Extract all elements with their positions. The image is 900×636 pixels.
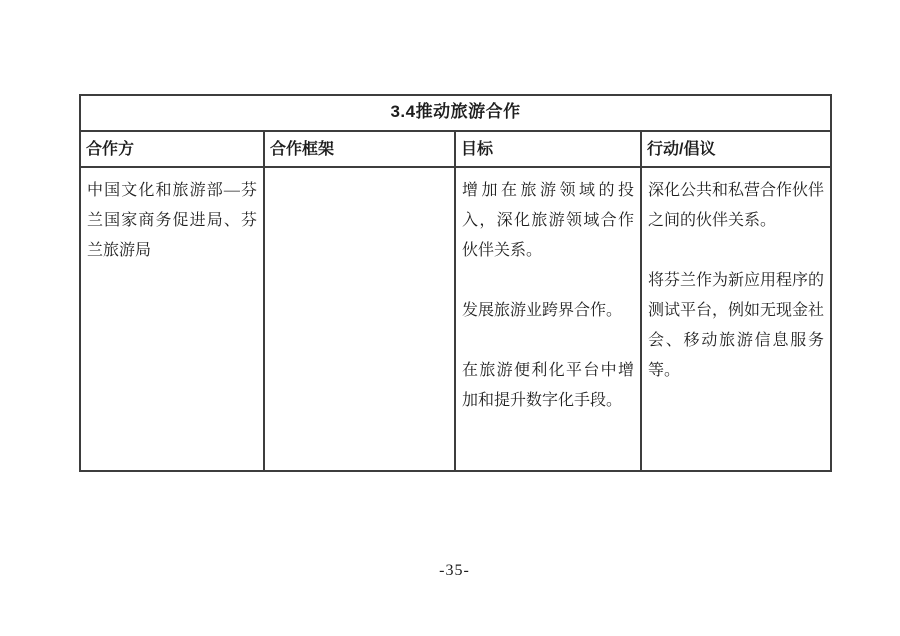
cell-actions — [641, 167, 831, 471]
partner-text: 中国文化和旅游部—芬兰国家商务促进局、芬兰旅游局 — [87, 182, 257, 259]
table-data-row — [80, 167, 831, 471]
column-header-actions: 行动/倡议 — [641, 131, 831, 167]
page-number: -35- — [439, 562, 470, 579]
cell-partner — [80, 167, 264, 471]
cell-goals — [455, 167, 641, 471]
table-title-row — [80, 95, 831, 131]
table-header-row — [80, 131, 831, 167]
goal-paragraph-3: 在旅游便利化平台中增加和提升数字化手段。 — [462, 362, 634, 409]
cell-framework — [264, 167, 455, 471]
action-paragraph-2: 将芬兰作为新应用程序的测试平台，例如无现金社会、移动旅游信息服务等。 — [648, 272, 825, 379]
tourism-cooperation-table — [79, 94, 832, 472]
column-header-framework: 合作框架 — [264, 131, 455, 167]
column-header-goals: 目标 — [455, 131, 641, 167]
goal-paragraph-2: 发展旅游业跨界合作。 — [462, 302, 623, 319]
goal-paragraph-1: 增加在旅游领域的投入，深化旅游领域合作伙伴关系。 — [462, 182, 634, 259]
table-title: 3.4推动旅游合作 — [80, 95, 831, 131]
action-paragraph-1: 深化公共和私营合作伙伴之间的伙伴关系。 — [648, 182, 825, 229]
column-header-partner: 合作方 — [80, 131, 264, 167]
